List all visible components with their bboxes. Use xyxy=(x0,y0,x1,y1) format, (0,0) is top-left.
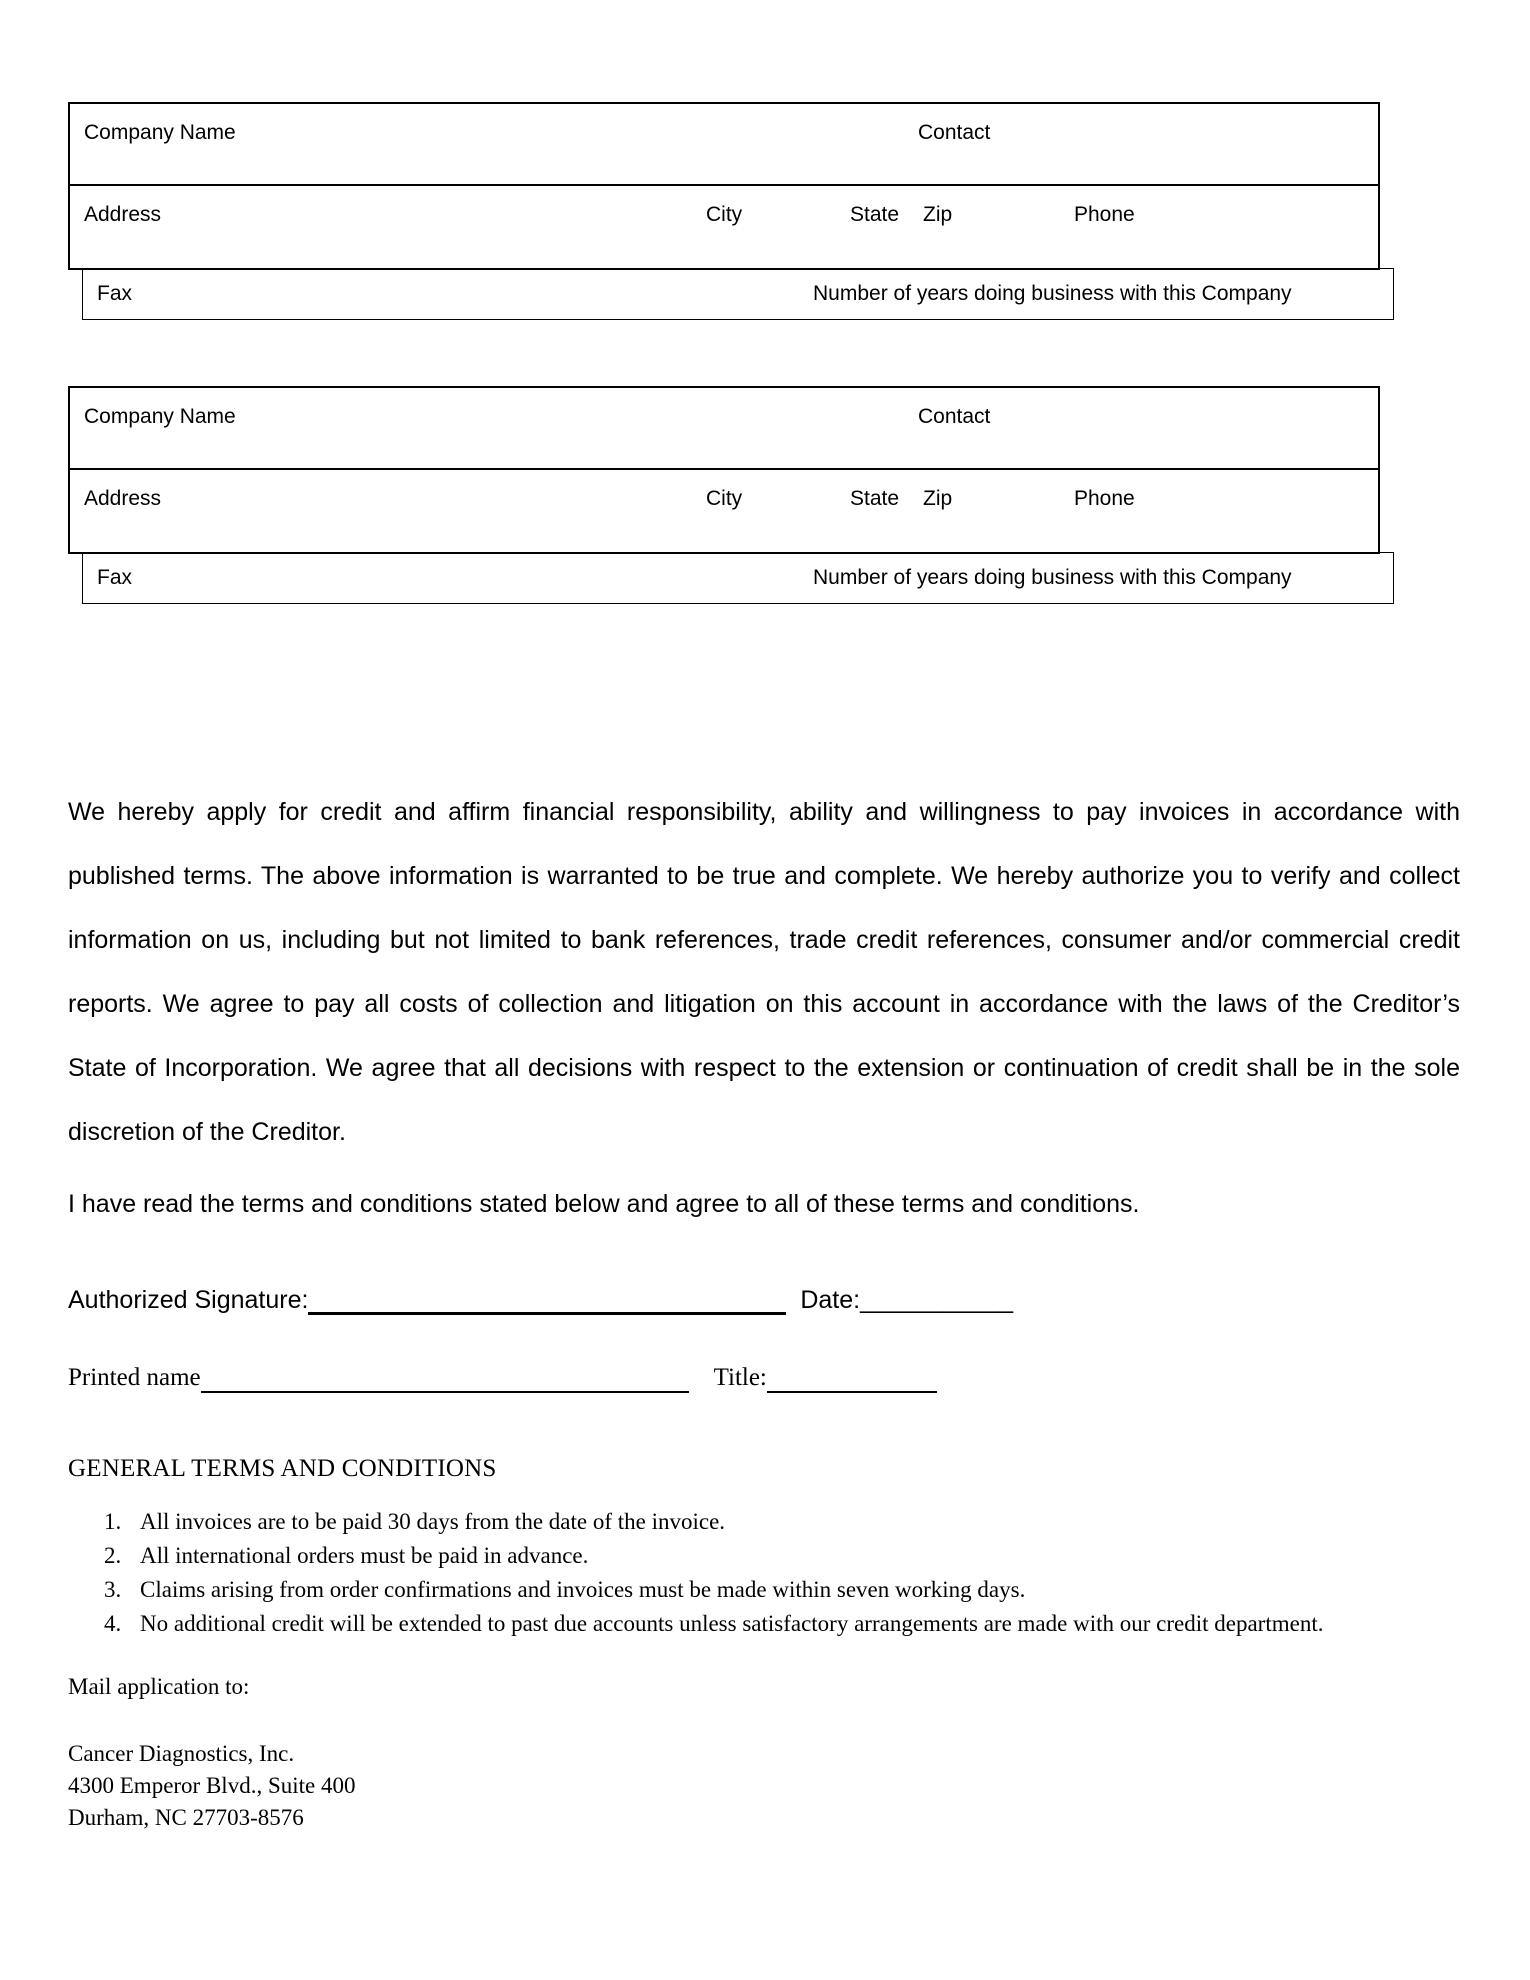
list-item-number: 4. xyxy=(104,1611,122,1636)
list-item xyxy=(68,1607,1408,1640)
contact-label: Contact xyxy=(918,405,991,428)
company-contact-row xyxy=(70,388,1378,470)
contact-label: Contact xyxy=(918,121,991,144)
company-name-label: Company Name xyxy=(84,121,236,144)
mail-application-label: Mail application to: xyxy=(68,1674,250,1699)
address-row xyxy=(70,470,1378,552)
city-label: City xyxy=(706,203,743,226)
address-label: Address xyxy=(84,203,162,226)
list-item-text: All international orders must be paid in advance. xyxy=(140,1543,589,1568)
fax-years-row xyxy=(82,268,1394,320)
title-label: Title: xyxy=(713,1364,767,1391)
general-terms-heading: GENERAL TERMS AND CONDITIONS xyxy=(68,1455,497,1482)
list-item-text: No additional credit will be extended to past due accounts unless satisfactory arrangements are made with our credit department. xyxy=(140,1611,1324,1636)
reference-block-1 xyxy=(68,102,1394,320)
list-item-text: Claims arising from order confirmations and invoices must be made within seven working days. xyxy=(140,1577,1026,1602)
list-item xyxy=(68,1539,1408,1572)
date-input-rule[interactable]: ___________ xyxy=(860,1286,1014,1314)
list-item-number: 1. xyxy=(104,1509,122,1534)
printed-name-input-rule[interactable] xyxy=(201,1391,689,1393)
zip-label: Zip xyxy=(923,487,953,510)
authorized-signature-label: Authorized Signature: xyxy=(68,1286,309,1314)
mailing-city-state-zip: Durham, NC 27703-8576 xyxy=(68,1805,304,1830)
company-contact-row xyxy=(70,104,1378,186)
mailing-street: 4300 Emperor Blvd., Suite 400 xyxy=(68,1773,356,1798)
title-input-rule[interactable] xyxy=(767,1391,937,1393)
fax-years-row xyxy=(82,552,1394,604)
mailing-address-block xyxy=(68,1738,355,1834)
list-item xyxy=(68,1573,1408,1606)
list-item-text: All invoices are to be paid 30 days from the date of the invoice. xyxy=(140,1509,726,1534)
list-item-number: 2. xyxy=(104,1543,122,1568)
reference-table-2 xyxy=(68,386,1380,554)
fax-label: Fax xyxy=(97,282,133,305)
years-in-business-label: Number of years doing business with this Company xyxy=(813,282,1292,305)
address-label: Address xyxy=(84,487,162,510)
authorized-signature-line xyxy=(68,1285,1013,1315)
date-label: Date: xyxy=(800,1286,861,1314)
list-item-number: 3. xyxy=(104,1577,122,1602)
phone-label: Phone xyxy=(1074,203,1135,226)
credit-agreement-paragraph: We hereby apply for credit and affirm financial responsibility, ability and willingness to pay invoices in accordance with published terms. The above information is warranted to be true and complete. We hereby authorize you to verify and collect information on us, including but not limited to bank references, trade credit references, consumer and/or commercial credit reports. We agree to pay all costs of collection and litigation on this account in accordance with the laws of the Creditor’s State of Incorporation. We agree that all decisions with respect to the extension or continuation of credit shall be in the sole discretion of the Creditor. xyxy=(68,798,1460,1146)
printed-name-label: Printed name xyxy=(68,1364,201,1391)
terms-conditions-list xyxy=(68,1505,1408,1641)
state-label: State xyxy=(850,487,900,510)
state-label: State xyxy=(850,203,900,226)
phone-label: Phone xyxy=(1074,487,1135,510)
fax-label: Fax xyxy=(97,566,133,589)
printed-name-line xyxy=(68,1363,937,1393)
reference-table-1 xyxy=(68,102,1380,270)
mailing-company: Cancer Diagnostics, Inc. xyxy=(68,1741,295,1766)
terms-acknowledgement-line: I have read the terms and conditions stated below and agree to all of these terms and conditions. xyxy=(68,1190,1140,1218)
company-name-label: Company Name xyxy=(84,405,236,428)
city-label: City xyxy=(706,487,743,510)
years-in-business-label: Number of years doing business with this Company xyxy=(813,566,1292,589)
signature-input-rule[interactable] xyxy=(308,1312,786,1315)
address-row xyxy=(70,186,1378,268)
zip-label: Zip xyxy=(923,203,953,226)
list-item xyxy=(68,1505,1408,1538)
reference-block-2 xyxy=(68,386,1394,604)
